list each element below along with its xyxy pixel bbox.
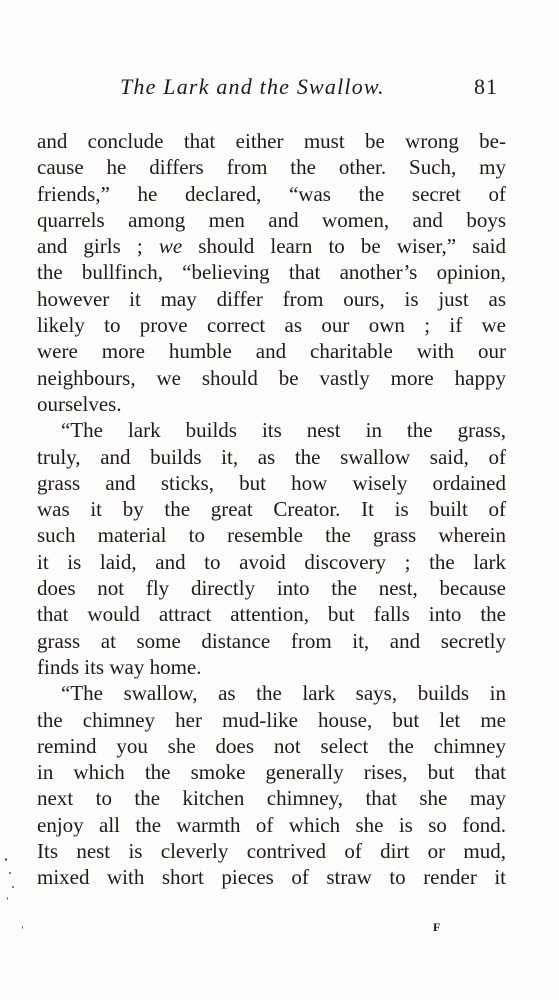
margin-speck [5,858,7,861]
text-line: remind you she does not select the chimney [37,733,506,758]
running-head [0,74,559,104]
text-line: Its nest is cleverly contrived of dirt or mud, [37,839,506,864]
signature-mark: F [433,920,441,934]
text-line: friends,” he declared, “was the secret of [37,181,506,206]
page-number: 81 [474,74,498,99]
text-line: the chimney her mud-like house, but let me [37,707,506,732]
text-line: it is laid, and to avoid discovery ; the lark [37,549,506,574]
text-line: the bullfinch, “believing that another’s opinion, [37,260,506,285]
text-line: next to the kitchen chimney, that she may [37,786,506,811]
text-line: “The lark builds its nest in the grass, [61,418,506,443]
text-line: grass at some distance from it, and secretly [37,628,506,653]
text-line: “The swallow, as the lark says, builds in [61,681,506,706]
text-line [37,233,506,259]
text-line: mixed with short pieces of straw to render it [37,865,506,890]
margin-speck [12,886,14,888]
margin-speck [9,872,11,874]
text-line: truly, and builds it, as the swallow said, of [37,444,506,469]
text-line: that would attract attention, but falls into the [37,602,506,627]
text-line: was it by the great Creator. It is built of [37,497,506,522]
text-segment: should learn to be wiser,” said [182,234,506,259]
text-line: quarrels among men and women, and boys [37,207,506,232]
text-line: such material to resemble the grass wherein [37,523,506,548]
text-line: however it may differ from ours, is just as [37,286,506,311]
text-line: does not fly directly into the nest, because [37,576,506,601]
text-line: neighbours, we should be vastly more happy [37,365,506,390]
emphasis: we [158,234,183,259]
text-line: finds its way home. [37,654,202,679]
text-line: were more humble and charitable with our [37,339,506,364]
text-line: ourselves. [37,391,122,416]
text-line: grass and sticks, but how wisely ordained [37,470,506,495]
text-line: enjoy all the warmth of which she is so fond. [37,812,506,837]
running-title: The Lark and the Swallow. [120,74,385,99]
text-line: and conclude that either must be wrong be- [37,129,506,153]
margin-speck [22,926,23,929]
text-line: in which the smoke generally rises, but that [37,760,506,785]
text-segment: and girls ; [37,234,159,259]
text-line: likely to prove correct as our own ; if we [37,313,506,338]
body-text [37,128,506,891]
text-line: cause he differs from the other. Such, my [37,155,506,180]
margin-speck [7,897,8,900]
